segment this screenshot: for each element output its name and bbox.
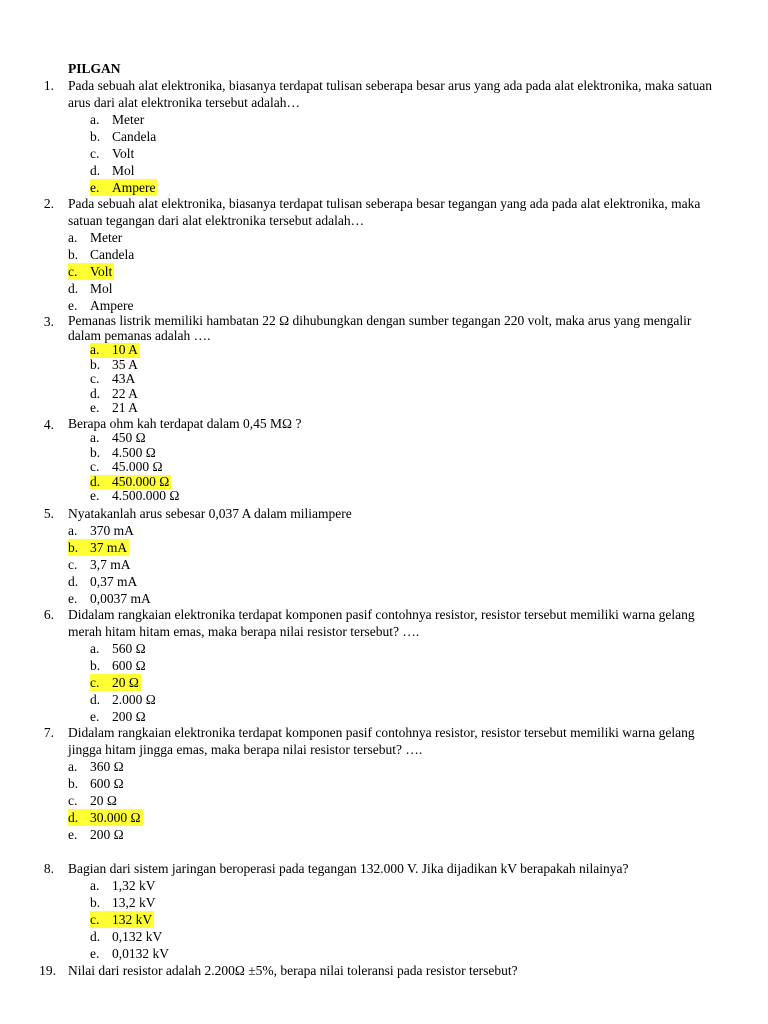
option-letter: e. bbox=[68, 827, 78, 842]
option-text: 600 Ω bbox=[90, 776, 124, 791]
option-letter: d. bbox=[90, 929, 101, 944]
answer-option bbox=[90, 431, 148, 446]
option-letter: b. bbox=[68, 247, 79, 262]
section-heading: PILGAN bbox=[68, 61, 121, 76]
option-letter: b. bbox=[68, 540, 79, 555]
answer-option bbox=[68, 556, 133, 573]
option-text: Candela bbox=[112, 129, 157, 144]
answer-option-highlighted bbox=[90, 674, 141, 691]
option-letter: a. bbox=[90, 878, 100, 893]
option-letter: d. bbox=[68, 810, 79, 825]
option-text: 1,32 kV bbox=[112, 878, 156, 893]
option-letter: b. bbox=[90, 658, 101, 673]
option-letter: e. bbox=[90, 400, 100, 416]
answer-option bbox=[90, 928, 164, 945]
answer-option bbox=[90, 708, 148, 725]
answer-option bbox=[68, 775, 126, 792]
answer-option bbox=[90, 894, 158, 911]
option-text: 2.000 Ω bbox=[112, 692, 156, 707]
option-text: 35 A bbox=[112, 356, 138, 372]
question-number: 8. bbox=[43, 861, 54, 876]
answer-option bbox=[90, 162, 137, 179]
option-text: 22 A bbox=[112, 385, 138, 401]
option-text: Meter bbox=[90, 230, 123, 245]
answer-option-highlighted bbox=[90, 911, 154, 928]
option-text: 45.000 Ω bbox=[112, 459, 163, 475]
option-letter: c. bbox=[90, 912, 100, 927]
answer-option bbox=[68, 297, 135, 314]
answer-option bbox=[68, 280, 115, 297]
answer-option bbox=[90, 657, 148, 674]
question-number: 19. bbox=[39, 963, 56, 978]
answer-option bbox=[68, 826, 126, 843]
option-text: Candela bbox=[90, 247, 135, 262]
answer-option bbox=[90, 691, 158, 708]
option-text: 200 Ω bbox=[112, 709, 146, 724]
option-text: 450.000 Ω bbox=[112, 473, 170, 489]
answer-option bbox=[90, 877, 158, 894]
answer-option bbox=[90, 446, 158, 461]
answer-option bbox=[68, 229, 124, 246]
answer-option bbox=[90, 460, 165, 475]
option-text: 37 mA bbox=[90, 540, 128, 555]
answer-option bbox=[90, 945, 171, 962]
question-number: 5. bbox=[43, 506, 54, 521]
option-letter: d. bbox=[90, 473, 101, 489]
answer-option-highlighted bbox=[90, 475, 171, 490]
answer-option-highlighted bbox=[90, 179, 157, 196]
answer-option bbox=[90, 111, 146, 128]
option-letter: c. bbox=[90, 459, 100, 475]
answer-option bbox=[68, 573, 139, 590]
answer-option bbox=[68, 246, 136, 263]
question-number: 7. bbox=[43, 725, 54, 740]
option-letter: e. bbox=[90, 488, 100, 504]
answer-option bbox=[90, 401, 140, 416]
question-number: 6. bbox=[43, 607, 54, 622]
option-letter: a. bbox=[90, 112, 100, 127]
option-text: 30.000 Ω bbox=[90, 810, 141, 825]
question-number: 2. bbox=[43, 196, 54, 211]
option-letter: a. bbox=[68, 230, 78, 245]
option-text: Volt bbox=[90, 264, 113, 279]
option-text: 13,2 kV bbox=[112, 895, 156, 910]
option-text: 0,0132 kV bbox=[112, 946, 169, 961]
option-letter: d. bbox=[68, 574, 79, 589]
question-text: Nilai dari resistor adalah 2.200Ω ±5%, berapa nilai toleransi pada resistor tersebut? bbox=[68, 963, 518, 978]
option-letter: c. bbox=[68, 264, 78, 279]
option-letter: d. bbox=[90, 692, 101, 707]
option-text: 200 Ω bbox=[90, 827, 124, 842]
option-text: 0,132 kV bbox=[112, 929, 163, 944]
option-letter: b. bbox=[90, 444, 101, 460]
option-letter: a. bbox=[68, 759, 78, 774]
option-text: Meter bbox=[112, 112, 145, 127]
option-text: 0,0037 mA bbox=[90, 591, 151, 606]
option-letter: b. bbox=[90, 129, 101, 144]
option-letter: d. bbox=[90, 163, 101, 178]
option-letter: e. bbox=[90, 709, 100, 724]
option-text: 4.500 Ω bbox=[112, 444, 156, 460]
option-text: 4.500.000 Ω bbox=[112, 488, 180, 504]
question-text: Didalam rangkaian elektronika terdapat komponen pasif contohnya resistor, resistor tersebut memiliki warna gelang jingga hitam jingga emas, maka berapa nilai resistor tersebut? …. bbox=[68, 725, 695, 757]
option-text: 3,7 mA bbox=[90, 557, 131, 572]
answer-option bbox=[90, 358, 140, 373]
option-text: Mol bbox=[90, 281, 113, 296]
option-text: 43A bbox=[112, 371, 136, 387]
option-text: 20 Ω bbox=[112, 675, 139, 690]
question-text: Pada sebuah alat elektronika, biasanya terdapat tulisan seberapa besar arus yang ada pada alat elektronika, maka satuan arus dari alat elektronika tersebut adalah… bbox=[68, 78, 712, 110]
option-text: 20 Ω bbox=[90, 793, 117, 808]
answer-option bbox=[68, 522, 136, 539]
answer-option bbox=[90, 387, 140, 402]
option-letter: c. bbox=[68, 557, 78, 572]
question-text: Berapa ohm kah terdapat dalam 0,45 MΩ ? bbox=[68, 416, 302, 431]
answer-option bbox=[90, 489, 181, 504]
option-letter: c. bbox=[90, 371, 100, 387]
option-letter: a. bbox=[68, 523, 78, 538]
option-letter: e. bbox=[90, 946, 100, 961]
option-letter: d. bbox=[68, 281, 79, 296]
option-text: Volt bbox=[112, 146, 135, 161]
option-text: Mol bbox=[112, 163, 135, 178]
option-text: 10 A bbox=[112, 342, 138, 357]
option-letter: e. bbox=[68, 298, 78, 313]
option-letter: c. bbox=[90, 146, 100, 161]
option-text: 132 kV bbox=[112, 912, 153, 927]
option-text: 0,37 mA bbox=[90, 574, 138, 589]
option-text: 560 Ω bbox=[112, 641, 146, 656]
question-text: Didalam rangkaian elektronika terdapat komponen pasif contohnya resistor, resistor tersebut memiliki warna gelang merah hitam hitam emas, maka berapa nilai resistor tersebut? …. bbox=[68, 607, 695, 639]
answer-option-highlighted bbox=[90, 343, 140, 358]
question-text: Pemanas listrik memiliki hambatan 22 Ω dihubungkan dengan sumber tegangan 220 volt, maka arus yang mengalir dalam pemanas adalah …. bbox=[68, 313, 692, 343]
option-letter: a. bbox=[90, 342, 100, 357]
question-number: 4. bbox=[43, 417, 54, 432]
answer-option bbox=[90, 128, 158, 145]
option-text: 21 A bbox=[112, 400, 138, 416]
option-letter: d. bbox=[90, 385, 101, 401]
option-letter: e. bbox=[68, 591, 78, 606]
option-letter: b. bbox=[90, 895, 101, 910]
option-letter: b. bbox=[90, 356, 101, 372]
question-text: Pada sebuah alat elektronika, biasanya terdapat tulisan seberapa besar tegangan yang ada pada alat elektronika, maka satuan tegangan dari alat elektronika tersebut adalah… bbox=[68, 196, 701, 228]
answer-option bbox=[90, 640, 148, 657]
option-letter: e. bbox=[90, 180, 100, 195]
option-text: 360 Ω bbox=[90, 759, 124, 774]
question-text: Bagian dari sistem jaringan beroperasi pada tegangan 132.000 V. Jika dijadikan kV berapakah nilainya? bbox=[68, 861, 629, 876]
answer-option bbox=[68, 792, 119, 809]
answer-option bbox=[90, 145, 136, 162]
option-text: 450 Ω bbox=[112, 430, 146, 445]
answer-option-highlighted bbox=[68, 263, 114, 280]
option-text: 600 Ω bbox=[112, 658, 146, 673]
option-text: 370 mA bbox=[90, 523, 134, 538]
answer-option-highlighted bbox=[68, 809, 143, 826]
option-letter: c. bbox=[68, 793, 78, 808]
question-number: 3. bbox=[43, 314, 54, 329]
answer-option-highlighted bbox=[68, 539, 129, 556]
question-number: 1. bbox=[43, 78, 54, 93]
option-letter: b. bbox=[68, 776, 79, 791]
option-text: Ampere bbox=[90, 298, 134, 313]
option-letter: c. bbox=[90, 675, 100, 690]
answer-option bbox=[68, 590, 153, 607]
question-text: Nyatakanlah arus sebesar 0,037 A dalam miliampere bbox=[68, 506, 352, 521]
option-letter: a. bbox=[90, 430, 100, 445]
answer-option bbox=[68, 758, 126, 775]
answer-option bbox=[90, 372, 137, 387]
option-letter: a. bbox=[90, 641, 100, 656]
option-text: Ampere bbox=[112, 180, 156, 195]
